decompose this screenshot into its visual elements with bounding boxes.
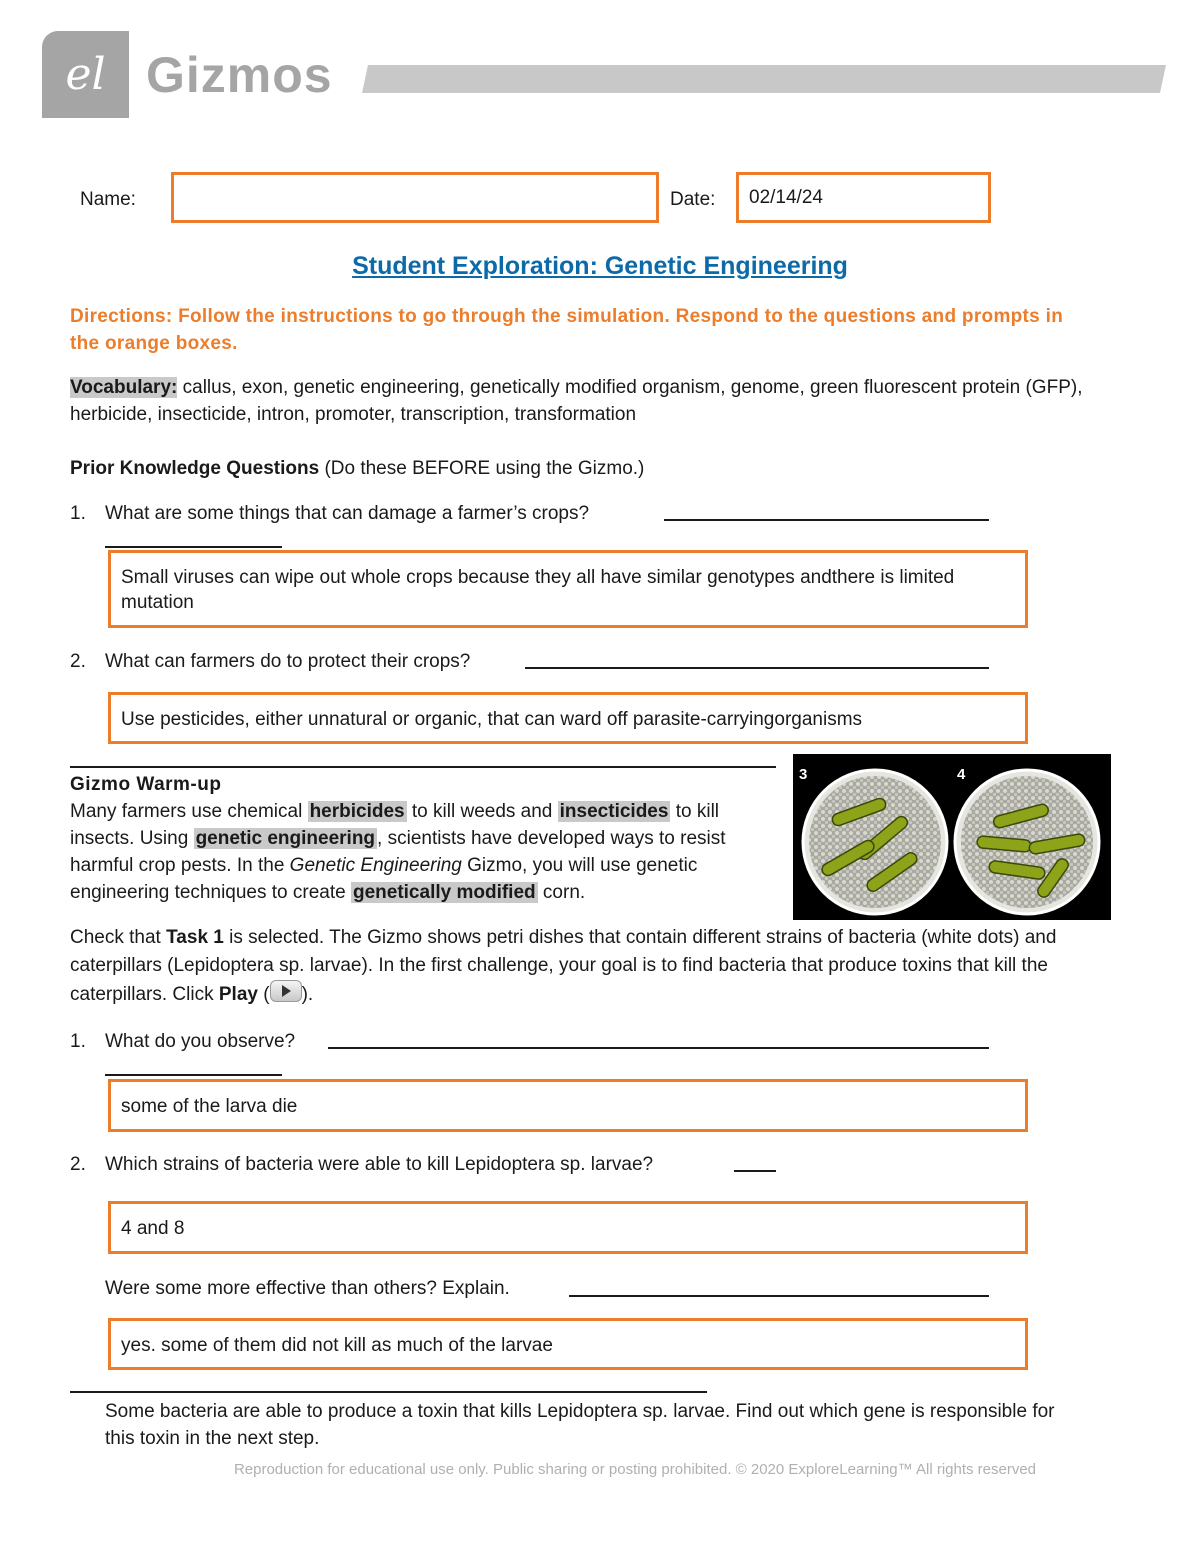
petri-dish-3 [803, 770, 947, 914]
followup-answer[interactable]: yes. some of them did not kill as much of the larvae [108, 1318, 1028, 1370]
task-text-part: is selected. The Gizmo shows petri dishes that contain different strains of bacteria (white dots) and caterpillars (Lepidoptera sp. larvae). In the first challenge, your goal is to find bacteria that produce toxins that kill the caterpillars. Click [70, 927, 1057, 1005]
pk-question-2-number: 2. [70, 651, 86, 672]
answer-line [328, 1047, 989, 1049]
term-insecticides: insecticides [559, 801, 669, 822]
term-genetic-engineering: genetic engineering [195, 828, 376, 849]
term-genetically-modified: genetically modified [352, 882, 536, 903]
prior-knowledge-heading [70, 455, 644, 482]
warmup-answer-2[interactable]: 4 and 8 [108, 1201, 1028, 1254]
name-label: Name: [80, 189, 136, 210]
petri-dish-4 [955, 770, 1099, 914]
page-title: Student Exploration: Genetic Engineering [352, 252, 848, 280]
answer-line [105, 1074, 282, 1076]
warmup-heading: Gizmo Warm-up [70, 774, 222, 795]
play-icon [270, 980, 302, 1002]
pk-answer-1[interactable]: Small viruses can wipe out whole crops because they all have similar genotypes andthere is limited mutation [108, 550, 1028, 628]
vocabulary-label: Vocabulary: [70, 377, 178, 398]
vocabulary [70, 374, 1100, 428]
warmup-text-part: Many farmers use chemical [70, 801, 303, 822]
section-divider [70, 766, 776, 768]
answer-line [664, 519, 989, 521]
pk-question-1-number: 1. [70, 503, 86, 524]
answer-line [525, 667, 989, 669]
answer-line [105, 546, 282, 548]
warmup-text-part: , scientists have developed ways to resist harmful crop pests. In the [70, 828, 726, 876]
warmup-question-1-number: 1. [70, 1031, 86, 1052]
task-text-part: Check that [70, 927, 161, 948]
footer-copyright: Reproduction for educational use only. Public sharing or posting prohibited. © 2020 ExploreLearning™ All rights reserved [233, 1461, 1037, 1478]
gizmo-name: Genetic Engineering [289, 855, 462, 876]
date-field[interactable]: 02/14/24 [736, 172, 991, 223]
name-field[interactable] [171, 172, 659, 223]
directions: Directions: Follow the instructions to go through the simulation. Respond to the questions and prompts in the orange boxes. [70, 306, 1064, 354]
brand-name: Gizmos [146, 47, 333, 103]
prior-knowledge-note: (Do these BEFORE using the Gizmo.) [324, 458, 645, 479]
prior-knowledge-title: Prior Knowledge Questions [70, 458, 320, 479]
task-instructions: Check that Task 1 is selected. The Gizmo shows petri dishes that contain different strains of bacteria (white dots) and caterpillars (Lepidoptera sp. larvae). In the first challenge, your goal is to find bacteria that produce toxins that kill the caterpillars. Click Play ( ). [70, 927, 1057, 1005]
answer-line [569, 1295, 989, 1297]
term-herbicides: herbicides [309, 801, 405, 822]
warmup-answer-1[interactable]: some of the larva die [108, 1079, 1028, 1132]
warmup-text-part: to kill weeds and [411, 801, 553, 822]
dish-label-3: 3 [799, 766, 808, 783]
vocabulary-terms: callus, exon, genetic engineering, genetically modified organism, genome, green fluorescent protein (GFP), herbicide, insecticide, intron, promoter, transcription, transformation [70, 377, 1083, 425]
section-divider [70, 1391, 707, 1393]
pk-question-1-text: What are some things that can damage a farmer’s crops? [105, 503, 590, 524]
date-label: Date: [670, 189, 716, 210]
answer-line [734, 1170, 776, 1172]
warmup-text [70, 771, 785, 906]
warmup-text-part: to kill insects. Using [70, 801, 720, 849]
petri-dishes-illustration [793, 754, 1111, 920]
warmup-text-part: corn. [542, 882, 586, 903]
pk-question-2-text: What can farmers do to protect their crops? [105, 651, 471, 672]
warmup-question-2-number: 2. [70, 1154, 86, 1175]
header-bar [362, 65, 1166, 93]
followup-question: Were some more effective than others? Explain. [105, 1278, 510, 1299]
warmup-text-part: Gizmo, you will use genetic engineering techniques to create [70, 855, 698, 903]
dish-label-4: 4 [957, 766, 966, 783]
play-label: Play [218, 984, 258, 1005]
closing-text: Some bacteria are able to produce a toxin that kills Lepidoptera sp. larvae. Find out which gene is responsible for this toxin in the next step. [105, 1401, 1055, 1449]
warmup-question-1-text: What do you observe? [105, 1031, 296, 1052]
task-name: Task 1 [166, 927, 224, 948]
petri-dish-image [793, 754, 1111, 920]
warmup-question-2-text: Which strains of bacteria were able to kill Lepidoptera sp. larvae? [105, 1154, 654, 1175]
explorelearning-logo-icon: el [65, 49, 106, 100]
pk-answer-2[interactable]: Use pesticides, either unnatural or organic, that can ward off parasite-carryingorganisms [108, 692, 1028, 744]
